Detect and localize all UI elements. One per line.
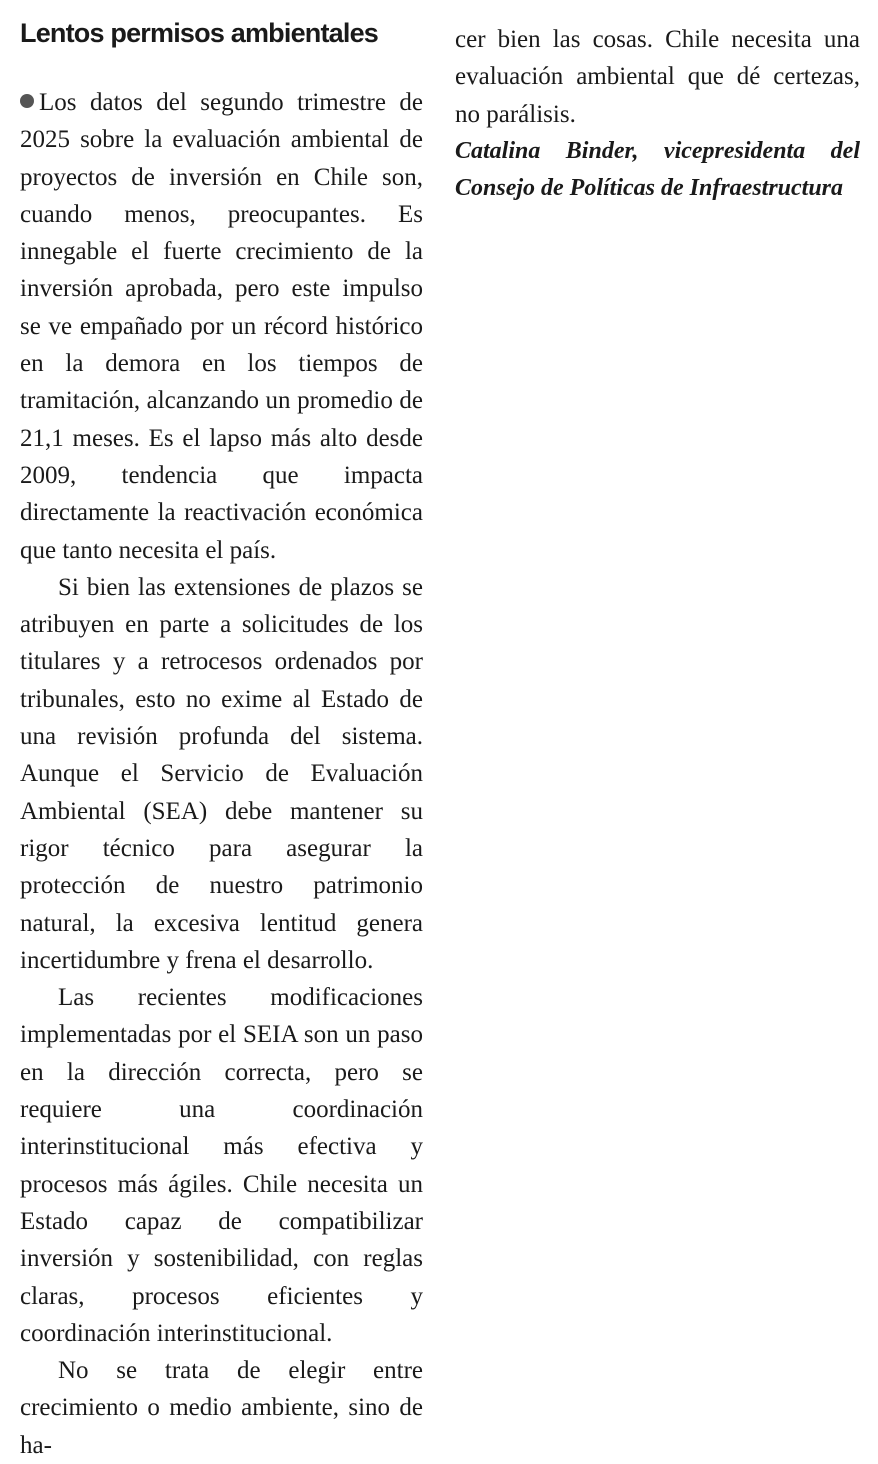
- bullet-icon: [20, 94, 34, 108]
- author-signature: Catalina Binder, vicepresidenta del Consejo de Políticas de Infraestructura: [455, 137, 860, 202]
- article-continuation: cer bien las cosas. Chile necesita una evaluación ambiental que dé certezas, no parálisis.: [455, 26, 860, 128]
- article-paragraph-3: Las recientes modificaciones implementadas por el SEIA son un paso en la dirección correcta, pero se requiere una coordinación interinstitucional más efectiva y procesos más ágiles. Chile necesita un Estado capaz de compatibilizar inversión y sostenibilidad, con reglas claras, procesos eficientes y coordinación interinstitucional.: [20, 984, 423, 1347]
- article-paragraph-4: No se trata de elegir entre crecimiento o medio ambiente, sino de ha-: [20, 1357, 423, 1459]
- article-headline: Lentos permisos ambientales: [20, 18, 379, 48]
- article-body-left-column: [20, 84, 423, 1464]
- article-body-right-column: [455, 21, 860, 207]
- article-paragraph-2: Si bien las extensiones de plazos se atribuyen en parte a solicitudes de los titulares y a retrocesos ordenados por tribunales, esto no exime al Estado de una revisión profunda del sistema. Aunque el Servicio de Evaluación Ambiental (SEA) debe mantener su rigor técnico para asegurar la protección de nuestro patrimonio natural, la excesiva lentitud genera incertidumbre y frena el desarrollo.: [20, 573, 423, 974]
- article-paragraph-1: [20, 84, 423, 569]
- paragraph-1-text: Los datos del segundo trimestre de 2025 sobre la evaluación ambiental de proyectos de inversión en Chile son, cuando menos, preocupantes. Es innegable el fuerte crecimiento de la inversión aprobada, pero este impulso se ve empañado por un récord histórico en la demora en los tiempos de tramitación, alcanzando un promedio de 21,1 meses. Es el lapso más alto desde 2009, tendencia que impacta directamente la reactivación económica que tanto necesita el país.: [20, 89, 423, 564]
